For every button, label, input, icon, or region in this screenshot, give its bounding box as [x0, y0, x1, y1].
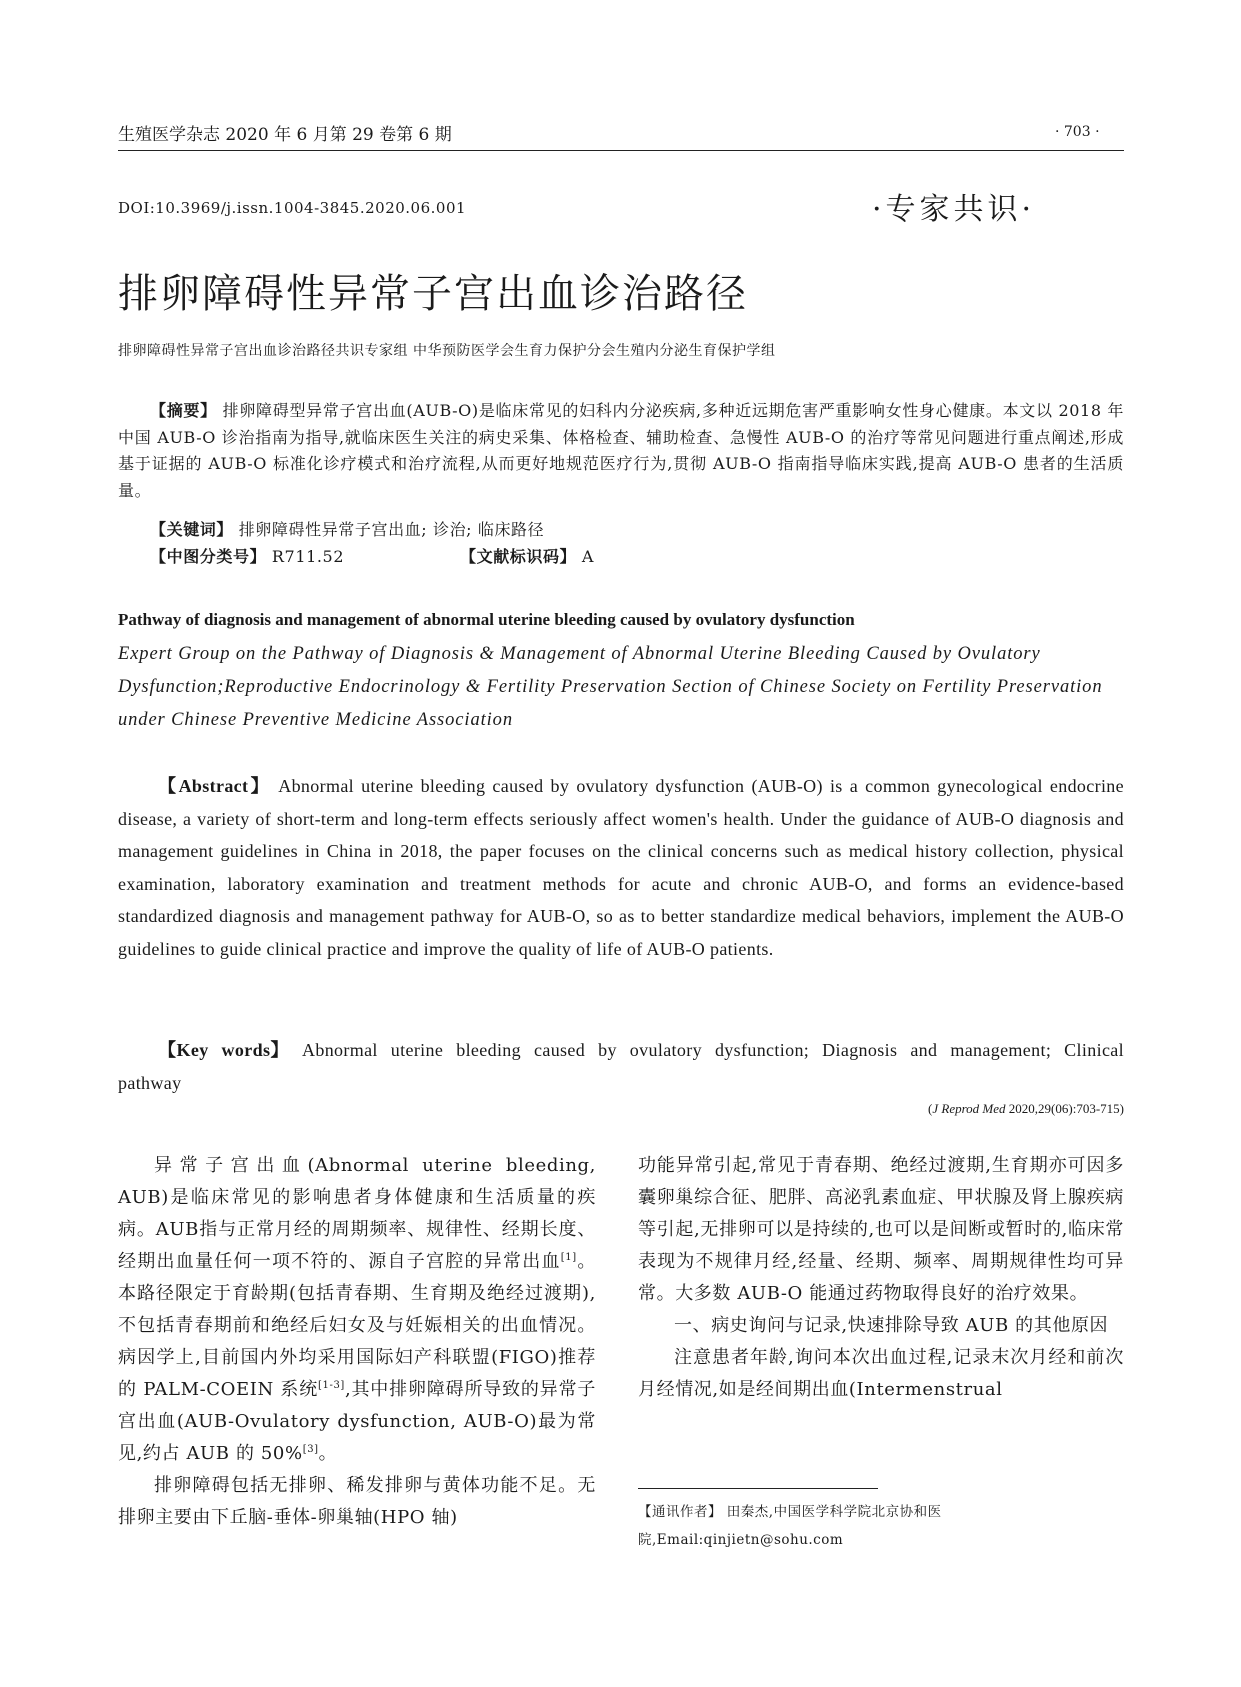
doc-code-value: A	[581, 547, 595, 566]
citation-journal: J Reprod Med	[932, 1101, 1006, 1116]
page-number: · 703 ·	[1055, 124, 1100, 140]
body-text: 异常子宫出血(Abnormal uterine bleeding, AUB)是临床常见的影响患者身体健康和生活质量的疾病。AUB指与正常月经的周期频率、规律性、经期长度、经期出血量任何一项不符的、源自子宫腔的异常出血	[118, 1155, 596, 1272]
clc-value: R711.52	[271, 547, 345, 566]
footnote-text: 田秦杰,中国医学科学院北京协和医院,Email:qinjietn@sohu.com	[638, 1504, 942, 1548]
body-text: 。	[318, 1443, 338, 1464]
keywords-en-text: Abnormal uterine bleeding caused by ovulatory dysfunction; Diagnosis and management; Clinical pathway	[118, 1040, 1124, 1093]
document-code	[460, 544, 594, 571]
doc-code-label: 【文献标识码】	[460, 547, 577, 566]
footnote-label: 【通讯作者】	[638, 1504, 722, 1520]
authors-en: Expert Group on the Pathway of Diagnosis & Management of Abnormal Uterine Bleeding Caused by Ovulatory Dysfunction;Reproductive Endocrinology & Fertility Preservation Section of Chinese Society on Fertility Preservation under Chinese Preventive Medicine Association	[118, 644, 1103, 730]
abstract-cn	[118, 398, 1124, 504]
abstract-cn-text: 排卵障碍型异常子宫出血(AUB-O)是临床常见的妇科内分泌疾病,多种近远期危害严重影响女性身心健康。本文以 2018 年中国 AUB-O 诊治指南为指导,就临床医生关注的病史采集、体格检查、辅助检查、急慢性 AUB-O 的治疗等常见问题进行重点阐述,形成基于证据的 AUB-O 标准化诊疗模式和治疗流程,从而更好地规范医疗行为,贯彻 AUB-O 指南指导临床实践,提高 AUB-O 患者的生活质量。	[118, 401, 1124, 500]
citation: (J Reprod Med 2020,29(06):703-715)	[928, 1101, 1124, 1116]
running-header-journal: 生殖医学杂志 2020 年 6 月第 29 卷第 6 期	[118, 125, 452, 145]
section-tag: ·专家共识·	[872, 192, 1036, 227]
clc-label: 【中图分类号】	[150, 547, 267, 566]
keywords-en-label: 【Key words】	[158, 1040, 289, 1060]
abstract-cn-label: 【摘要】	[150, 401, 217, 420]
abstract-en	[118, 770, 1124, 965]
body-column-right	[638, 1150, 1124, 1406]
reference-marker[interactable]: [1]	[560, 1252, 577, 1263]
body-paragraph: 排卵障碍包括无排卵、稀发排卵与黄体功能不足。无排卵主要由下丘脑-垂体-卵巢轴(HPO 轴)	[118, 1475, 596, 1528]
reference-marker[interactable]: [1-3]	[318, 1380, 345, 1391]
abstract-en-label: 【Abstract】	[158, 776, 272, 796]
keywords-cn-text: 排卵障碍性异常子宫出血; 诊治; 临床路径	[238, 520, 545, 539]
citation-ref: 2020,29(06):703-715	[1008, 1101, 1120, 1116]
reference-marker[interactable]: [3]	[302, 1444, 319, 1455]
section-heading: 一、病史询问与记录,快速排除导致 AUB 的其他原因	[674, 1315, 1109, 1336]
doi: DOI:10.3969/j.issn.1004-3845.2020.06.001	[118, 199, 467, 217]
abstract-en-text: Abnormal uterine bleeding caused by ovulatory dysfunction (AUB-O) is a common gynecological endocrine disease, a variety of short-term and long-term effects seriously affect women's health. Under the guidance of AUB-O diagnosis and management guidelines in China in 2018, the paper focuses on the clinical concerns such as medical history collection, physical examination, laboratory examination and treatment methods for acute and chronic AUB-O, and forms an evidence-based standardized diagnosis and management pathway for AUB-O, so as to better standardize medical behaviors, implement the AUB-O guidelines to guide clinical practice and improve the quality of life of AUB-O patients.	[118, 776, 1124, 959]
clc-number	[150, 544, 344, 571]
body-text: 。本路径限定于育龄期(包括青春期、生育期及绝经过渡期),不包括青春期前和绝经后妇女及与妊娠相关的出血情况。病因学上,目前国内外均采用国际妇产科联盟(FIGO)推荐的 PALM-COEIN 系统	[118, 1251, 596, 1400]
article-title-cn: 排卵障碍性异常子宫出血诊治路径	[118, 271, 748, 317]
header-divider	[118, 150, 1124, 151]
body-column-left	[118, 1150, 596, 1534]
article-title-en: Pathway of diagnosis and management of abnormal uterine bleeding caused by ovulatory dysfunction	[118, 610, 855, 629]
keywords-cn	[150, 517, 544, 544]
body-paragraph: 功能异常引起,常见于青春期、绝经过渡期,生育期亦可因多囊卵巢综合征、肥胖、高泌乳素血症、甲状腺及肾上腺疾病等引起,无排卵可以是持续的,也可以是间断或暂时的,临床常表现为不规律月经,经量、经期、频率、周期规律性均可异常。大多数 AUB-O 能通过药物取得良好的治疗效果。	[638, 1155, 1124, 1304]
body-text: ,其中排卵障碍所导致的异常子宫出血(AUB-Ovulatory dysfunction, AUB-O)最为常见,约占 AUB 的 50%	[118, 1379, 596, 1464]
body-paragraph	[118, 1150, 596, 1470]
keywords-cn-label: 【关键词】	[150, 520, 234, 539]
body-paragraph: 注意患者年龄,询问本次出血过程,记录末次月经和前次月经情况,如是经间期出血(Intermenstrual	[638, 1347, 1124, 1400]
authors-cn: 排卵障碍性异常子宫出血诊治路径共识专家组 中华预防医学会生育力保护分会生殖内分泌生育保护学组	[118, 343, 776, 359]
keywords-en	[118, 1034, 1124, 1099]
footnote-divider	[638, 1488, 878, 1489]
corresponding-author-footnote	[638, 1498, 1124, 1554]
